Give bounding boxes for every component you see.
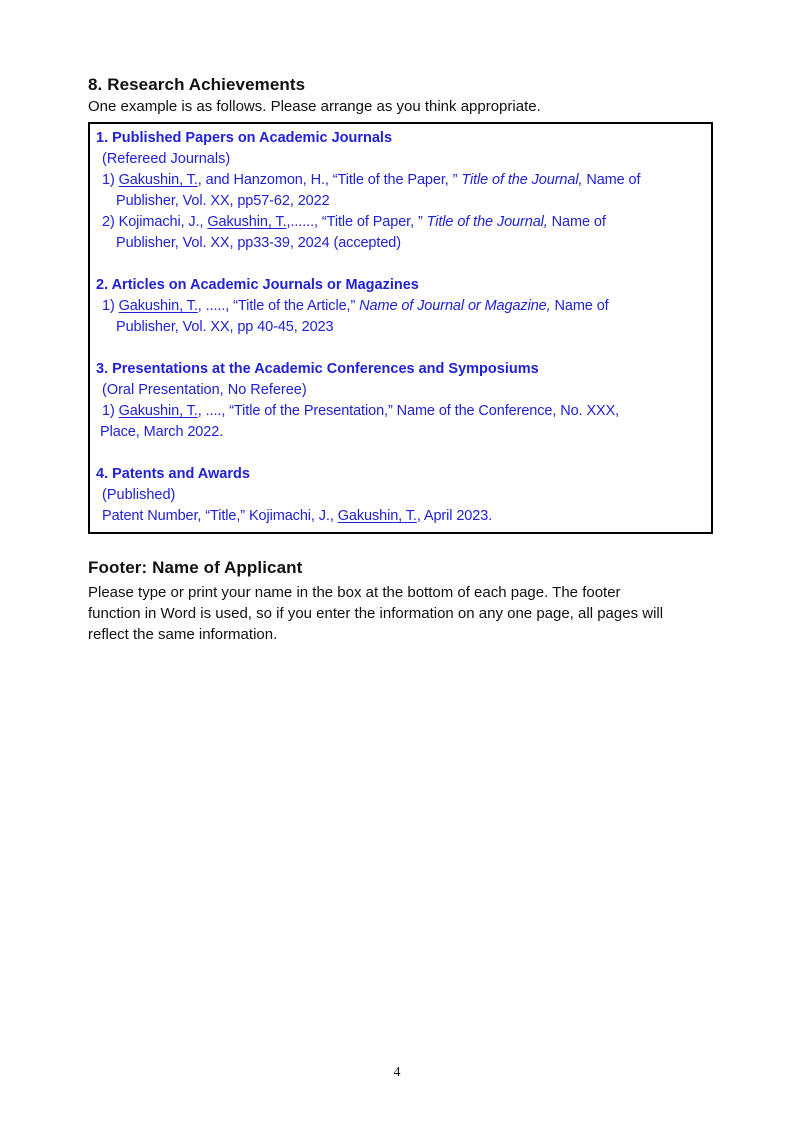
citation-run: , April 2023. [416, 508, 493, 524]
page-number: 4 [393, 1065, 401, 1080]
page-content [88, 74, 713, 645]
citation-run: Title of the Journal, [461, 172, 583, 188]
citation-run: Gakushin, T. [118, 172, 198, 188]
citation-run: Title of the Journal, [426, 214, 548, 230]
citation-line [90, 296, 707, 317]
citation-run: Gakushin, T. [337, 508, 417, 524]
citation-run: ,......, “Title of Paper, ” [286, 214, 427, 230]
example-box [88, 122, 713, 534]
citation-run: Place, March 2022. [100, 424, 224, 440]
example-section [90, 464, 707, 527]
citation-run: Publisher, Vol. XX, pp57-62, 2022 [116, 193, 330, 209]
citation-run: Gakushin, T. [207, 214, 287, 230]
citation-run: Publisher, Vol. XX, pp 40-45, 2023 [116, 319, 334, 335]
citation-line [90, 317, 707, 338]
citation-run: Patent Number, “Title,” Kojimachi, J., [102, 508, 338, 524]
citation-run: , ...., “Title of the Presentation,” Name of the Conference, No. XXX, [197, 403, 620, 419]
citation-line [90, 191, 707, 212]
footer-text-line: function in Word is used, so if you enter the information on any one page, all pages will [88, 605, 664, 622]
citation-run: Publisher, Vol. XX, pp33-39, 2024 (accepted) [116, 235, 401, 251]
footer-text-line: reflect the same information. [88, 626, 278, 643]
citation-run: , and Hanzomon, H., “Title of the Paper, ” [197, 172, 462, 188]
section-title: 1. Published Papers on Academic Journals [96, 130, 393, 146]
section-title: 4. Patents and Awards [96, 466, 250, 482]
example-section [90, 128, 707, 254]
intro-text: One example is as follows. Please arrange as you think appropriate. [88, 98, 541, 115]
citation-line [90, 170, 707, 191]
citation-run: Name of [582, 172, 641, 188]
footer-heading: Footer: Name of Applicant [88, 558, 303, 577]
citation-line [90, 422, 707, 443]
section-subtitle: (Published) [102, 487, 176, 503]
citation-run: Name of Journal or Magazine, [359, 298, 551, 314]
citation-line [90, 212, 707, 233]
section-title: 2. Articles on Academic Journals or Magazines [96, 277, 419, 293]
citation-run: Name of [547, 214, 606, 230]
footer-paragraph [88, 582, 713, 645]
citation-run: 1) [102, 298, 119, 314]
research-achievements-heading: 8. Research Achievements [88, 75, 306, 94]
example-section [90, 275, 707, 338]
citation-run: Gakushin, T. [118, 298, 198, 314]
citation-line [90, 506, 707, 527]
section-subtitle: (Oral Presentation, No Referee) [102, 382, 307, 398]
citation-line [90, 401, 707, 422]
citation-run: Gakushin, T. [118, 403, 198, 419]
footer-text-line: Please type or print your name in the box at the bottom of each page. The footer [88, 584, 621, 601]
citation-run: , ....., “Title of the Article,” [197, 298, 360, 314]
citation-run: 2) Kojimachi, J., [102, 214, 208, 230]
citation-line [90, 233, 707, 254]
section-subtitle: (Refereed Journals) [102, 151, 231, 167]
example-section [90, 359, 707, 443]
citation-run: Name of [550, 298, 609, 314]
citation-run: 1) [102, 172, 119, 188]
section-title: 3. Presentations at the Academic Conferences and Symposiums [96, 361, 539, 377]
citation-run: 1) [102, 403, 119, 419]
